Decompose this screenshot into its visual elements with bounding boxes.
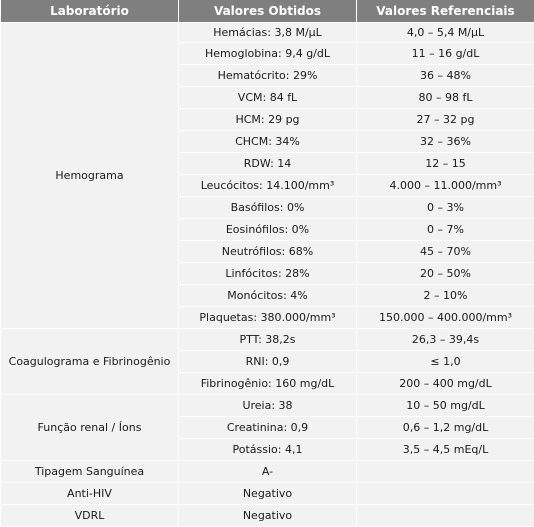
- table-row: [1, 483, 534, 505]
- reference-value: [357, 505, 534, 527]
- reference-value: 10 – 50 mg/dL: [357, 395, 534, 417]
- table-row: [1, 23, 534, 43]
- obtained-value: Ureia: 38: [179, 395, 357, 417]
- table-row: [1, 461, 534, 483]
- obtained-value: Hemoglobina: 9,4 g/dL: [179, 43, 357, 65]
- reference-value: 2 – 10%: [357, 285, 534, 307]
- reference-value: [357, 461, 534, 483]
- reference-value: 3,5 – 4,5 mEq/L: [357, 439, 534, 461]
- obtained-value: A-: [179, 461, 357, 483]
- reference-value: 11 – 16 g/dL: [357, 43, 534, 65]
- obtained-value: Hemácias: 3,8 M/µL: [179, 23, 357, 43]
- lab-name: Tipagem Sanguínea: [1, 461, 179, 483]
- reference-value: 27 – 32 pg: [357, 109, 534, 131]
- obtained-value: Plaquetas: 380.000/mm³: [179, 307, 357, 329]
- lab-name: VDRL: [1, 505, 179, 527]
- reference-value: 0 – 7%: [357, 219, 534, 241]
- obtained-value: HCM: 29 pg: [179, 109, 357, 131]
- table-body: [1, 23, 534, 527]
- lab-name: Anti-HIV: [1, 483, 179, 505]
- obtained-value: Negativo: [179, 505, 357, 527]
- obtained-value: Creatinina: 0,9: [179, 417, 357, 439]
- reference-value: 20 – 50%: [357, 263, 534, 285]
- table-row: [1, 395, 534, 417]
- header-valores-referenciais: Valores Referenciais: [357, 0, 534, 23]
- header-row: [1, 0, 534, 23]
- obtained-value: Eosinófilos: 0%: [179, 219, 357, 241]
- reference-value: 32 – 36%: [357, 131, 534, 153]
- reference-value: 200 – 400 mg/dL: [357, 373, 534, 395]
- obtained-value: Monócitos: 4%: [179, 285, 357, 307]
- reference-value: 0 – 3%: [357, 197, 534, 219]
- reference-value: 0,6 – 1,2 mg/dL: [357, 417, 534, 439]
- group-label: Hemograma: [1, 23, 179, 329]
- reference-value: ≤ 1,0: [357, 351, 534, 373]
- obtained-value: RNI: 0,9: [179, 351, 357, 373]
- obtained-value: Negativo: [179, 483, 357, 505]
- reference-value: 150.000 – 400.000/mm³: [357, 307, 534, 329]
- obtained-value: Hematócrito: 29%: [179, 65, 357, 87]
- header-laboratorio: Laboratório: [1, 0, 179, 23]
- obtained-value: Linfócitos: 28%: [179, 263, 357, 285]
- obtained-value: RDW: 14: [179, 153, 357, 175]
- reference-value: 80 – 98 fL: [357, 87, 534, 109]
- obtained-value: Potássio: 4,1: [179, 439, 357, 461]
- reference-value: 36 – 48%: [357, 65, 534, 87]
- header-valores-obtidos: Valores Obtidos: [179, 0, 357, 23]
- table-row: [1, 505, 534, 527]
- obtained-value: Basófilos: 0%: [179, 197, 357, 219]
- reference-value: 4,0 – 5,4 M/µL: [357, 23, 534, 43]
- obtained-value: Neutrófilos: 68%: [179, 241, 357, 263]
- table-row: [1, 329, 534, 351]
- obtained-value: CHCM: 34%: [179, 131, 357, 153]
- reference-value: 4.000 – 11.000/mm³: [357, 175, 534, 197]
- reference-value: 45 – 70%: [357, 241, 534, 263]
- obtained-value: Fibrinogênio: 160 mg/dL: [179, 373, 357, 395]
- obtained-value: VCM: 84 fL: [179, 87, 357, 109]
- group-label: Coagulograma e Fibrinogênio: [1, 329, 179, 395]
- reference-value: 26,3 – 39,4s: [357, 329, 534, 351]
- group-label: Função renal / Íons: [1, 395, 179, 461]
- reference-value: 12 – 15: [357, 153, 534, 175]
- obtained-value: Leucócitos: 14.100/mm³: [179, 175, 357, 197]
- obtained-value: PTT: 38,2s: [179, 329, 357, 351]
- reference-value: [357, 483, 534, 505]
